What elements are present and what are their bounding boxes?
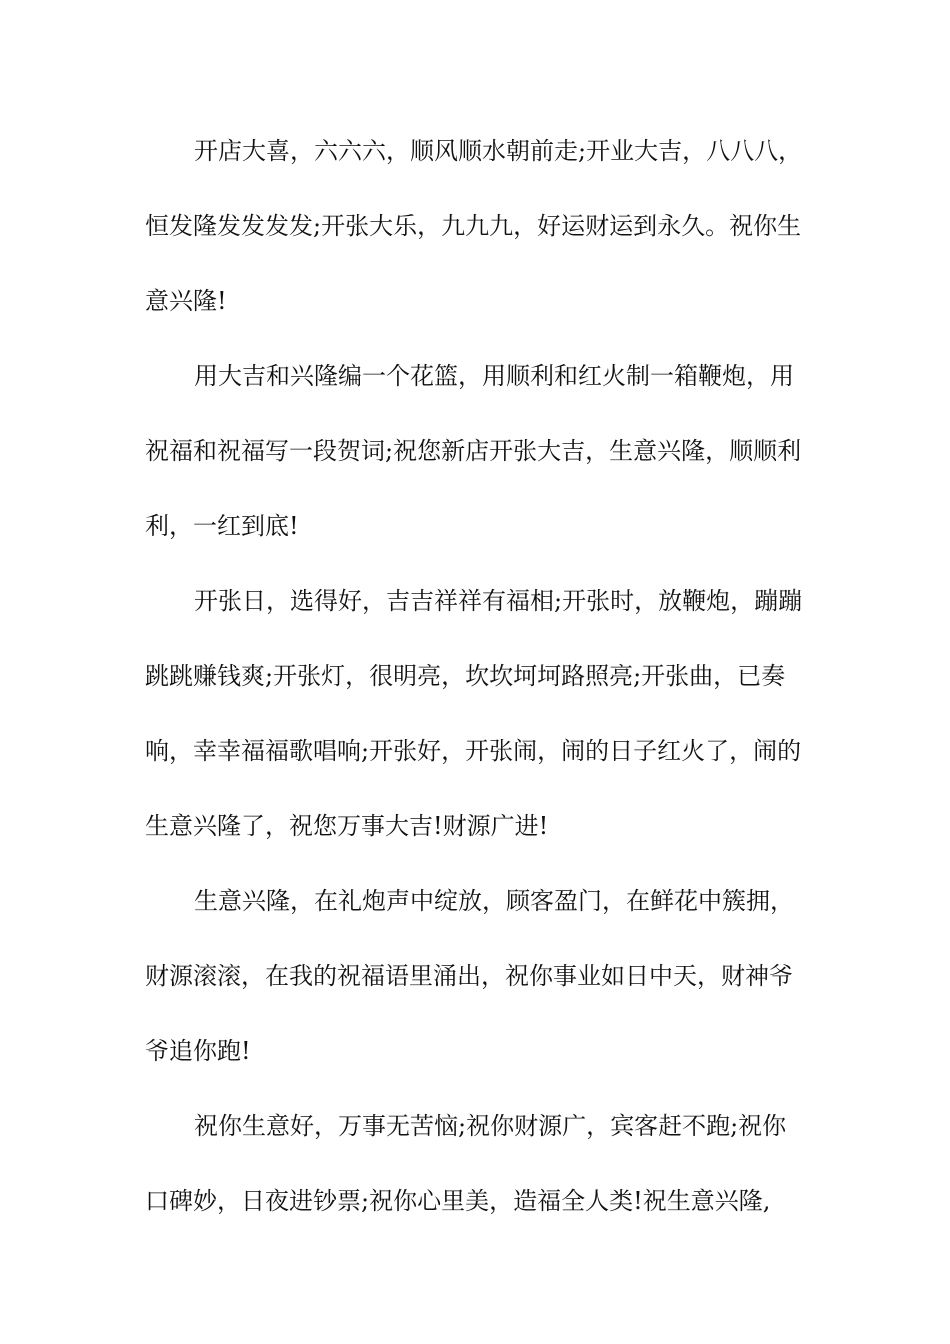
paragraph-line: 口碑妙，日夜进钞票;祝你心里美，造福全人类!祝生意兴隆,	[145, 1187, 771, 1215]
paragraph-line: 开店大喜，六六六，顺风顺水朝前走;开业大吉，八八八，	[194, 137, 803, 165]
paragraph-line: 爷追你跑!	[145, 1037, 251, 1065]
paragraph-line: 祝你生意好，万事无苦恼;祝你财源广，宾客赶不跑;祝你	[194, 1112, 787, 1140]
paragraph-line: 生意兴隆，在礼炮声中绽放，顾客盈门，在鲜花中簇拥，	[194, 887, 794, 915]
paragraph-line: 开张日，选得好，吉吉祥祥有福相;开张时，放鞭炮，蹦蹦	[194, 587, 803, 615]
paragraph-line: 意兴隆!	[145, 287, 227, 315]
paragraph-line: 响，幸幸福福歌唱响;开张好，开张闹，闹的日子红火了，闹的	[145, 737, 802, 765]
paragraph-line: 用大吉和兴隆编一个花篮，用顺利和红火制一箱鞭炮，用	[194, 362, 794, 390]
paragraph-line: 生意兴隆了，祝您万事大吉!财源广进!	[145, 812, 549, 840]
paragraph-line: 恒发隆发发发发;开张大乐，九九九，好运财运到永久。祝你生	[145, 212, 802, 240]
paragraph-line: 跳跳赚钱爽;开张灯，很明亮，坎坎坷坷路照亮;开张曲，已奏	[145, 662, 786, 690]
paragraph-line: 利，一红到底!	[145, 512, 299, 540]
paragraph-line: 财源滚滚，在我的祝福语里涌出，祝你事业如日中天，财神爷	[145, 962, 793, 990]
paragraph-line: 祝福和祝福写一段贺词;祝您新店开张大吉，生意兴隆，顺顺利	[145, 437, 802, 465]
